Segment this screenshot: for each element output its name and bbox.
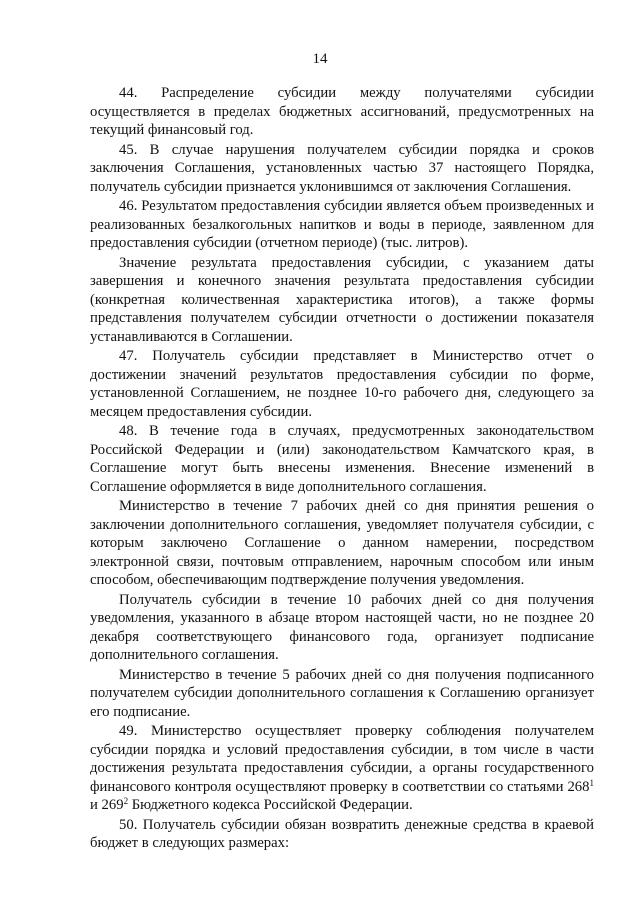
paragraph-47: 47. Получатель субсидии представляет в Министерство отчет о достижении значений результатов предоставления субсидии по форме, установленной Соглашением, не позднее 10-го рабочего дня, следующего за месяцем предоставления субсидии. [90, 348, 594, 420]
paragraph-49 [90, 722, 594, 815]
paragraph-49-text-main: 49. Министерство осуществляет проверку соблюдения получателем субсидии порядка и условий предоставления субсидии, в том числе в части достижения результата предоставления субсидии, а органы государственного финансового контроля осуществляют проверку в соответствии со статьями 268 [90, 723, 594, 795]
paragraph-48-notification: Министерство в течение 7 рабочих дней со дня принятия решения о заключении дополнительного соглашения, уведомляет получателя субсидии, с которым заключено Соглашение о данном намерении, посредством электронной связи, почтовым отправлением, нарочным способом или иным способом, обеспечивающим подтверждение получения уведомления. [90, 498, 594, 588]
paragraph-49-text-mid: и 269 [90, 797, 124, 813]
article-269-superscript: 2 [123, 796, 129, 806]
paragraph-50: 50. Получатель субсидии обязан возвратить денежные средства в краевой бюджет в следующих размерах: [90, 816, 594, 851]
article-268-superscript: 1 [589, 777, 594, 788]
paragraph-48-signing: Получатель субсидии в течение 10 рабочих дней со дня получения уведомления, указанного в абзаце втором настоящей части, но не позднее 20 декабря соответствующего финансового года, организует подписание дополнительного соглашения. [90, 591, 594, 663]
paragraph-46-result-value: Значение результата предоставления субсидии, с указанием даты завершения и конечного значения результата предоставления субсидии (конкретная количественная характеристика итогов), а также формы представления получателем субсидии отчетности о достижении показателя устанавливаются в Соглашении. [90, 254, 594, 345]
paragraph-44: 44. Распределение субсидии между получателями субсидии осуществляется в пределах бюджетных ассигнований, предусмотренных на текущий финансовый год. [90, 85, 594, 138]
paragraph-48-ministry-signing: Министерство в течение 5 рабочих дней со дня получения подписанного получателем субсидии дополнительного соглашения к Соглашению организует его подписание. [90, 666, 594, 720]
document-body [90, 84, 594, 854]
paragraph-46: 46. Результатом предоставления субсидии является объем произведенных и реализованных безалкогольных напитков и воды в периоде, заявленном для предоставления субсидии (отчетном периоде) (тыс. литров). [90, 198, 594, 251]
paragraph-45: 45. В случае нарушения получателем субсидии порядка и сроков заключения Соглашения, установленных частью 37 настоящего Порядка, получатель субсидии признается уклонившимся от заключения Соглашения. [90, 141, 594, 195]
paragraph-49-text-end: Бюджетного кодекса Российской Федерации. [128, 797, 413, 813]
paragraph-48: 48. В течение года в случаях, предусмотренных законодательством Российской Федерации и (или) законодательством Камчатского края, в Соглашение могут быть внесены изменения. Внесение изменений в Соглашение оформляется в виде дополнительного соглашения. [90, 423, 594, 495]
page-number: 14 [312, 51, 328, 67]
